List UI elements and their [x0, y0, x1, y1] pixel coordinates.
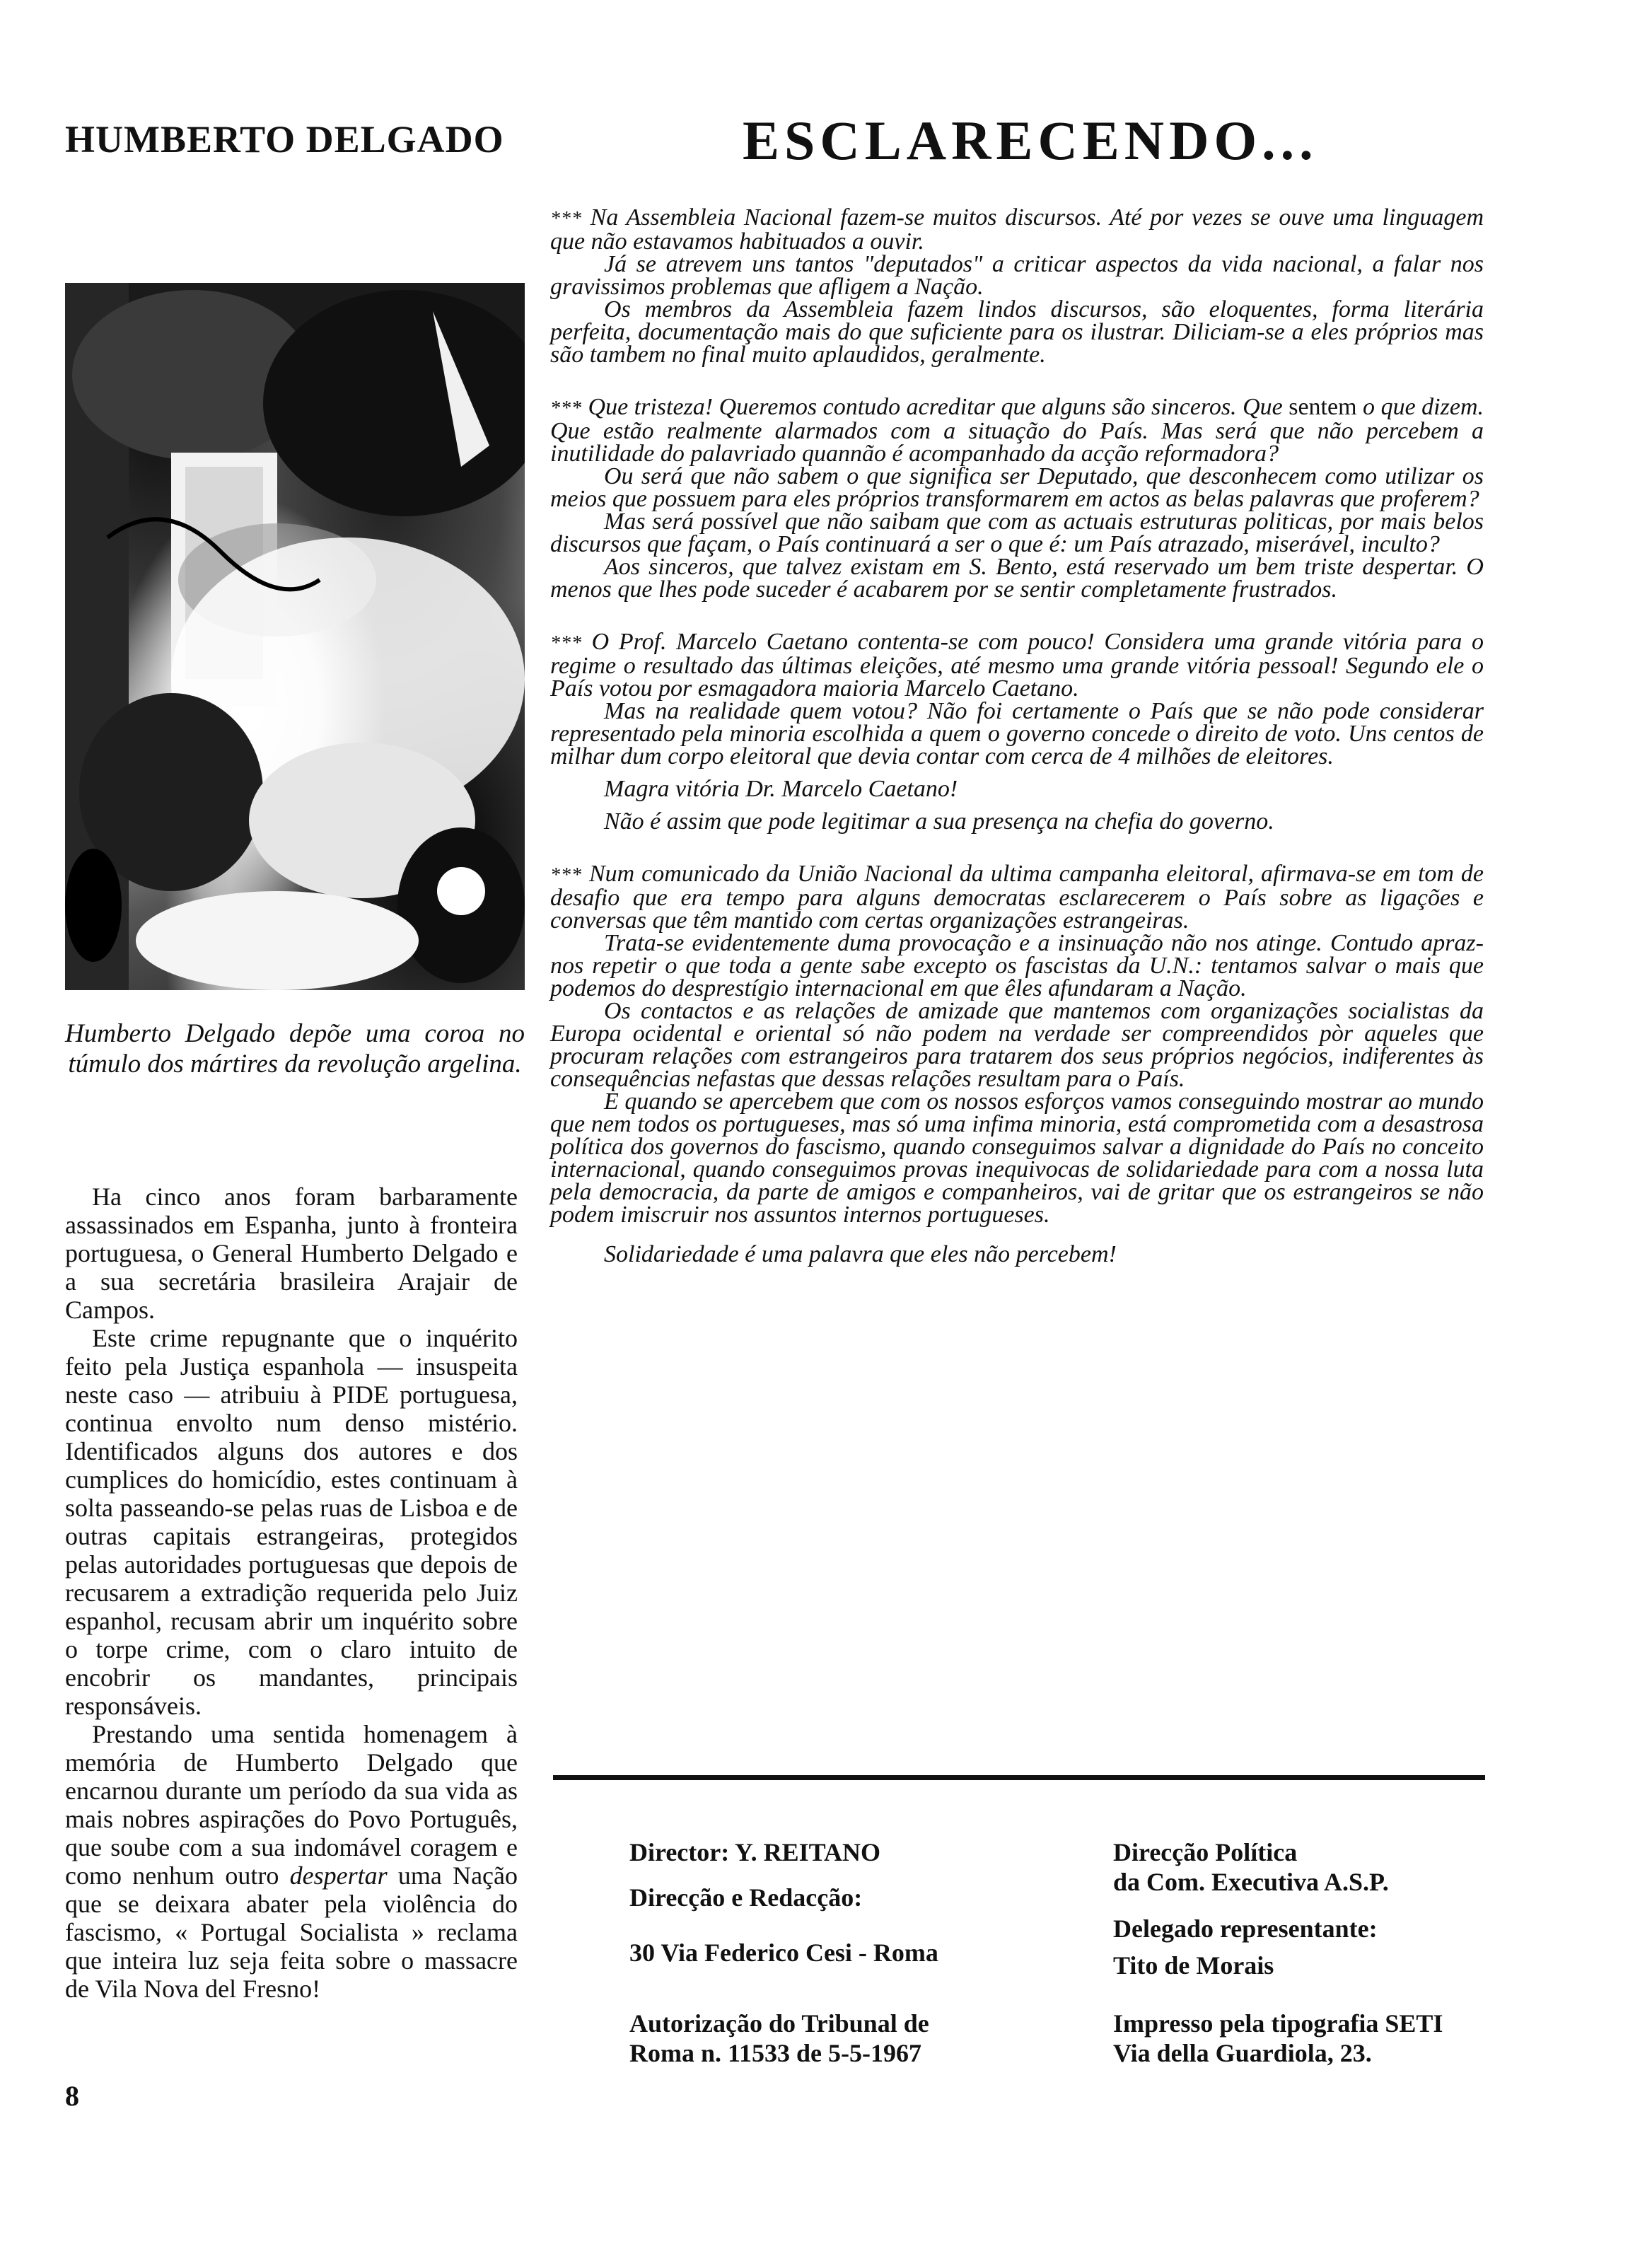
section-3-paragraph: *** O Prof. Marcelo Caetano contenta-se com pouco! Considera uma grande vitória para o regime o resultado das últimas eleições, até mesmo uma grande vitória pessoal! Segundo ele o País votou por esmagadora maioria Marcelo Caetano. — [550, 629, 1484, 702]
section-2-paragraph: Mas será possível que não saibam que com as actuais estruturas politicas, por mais belos discursos que façam, o País continuará a ser o que é: um País atrazado, miserável, inculto? — [550, 509, 1484, 557]
left-paragraph: Este crime repugnante que o inquérito feito pela Justiça espanhola — insuspeita neste caso — atribuiu à PIDE portuguesa, continua envolto num denso mistério. Identificados alguns dos autores e dos cumplices do homicídio, estes continuam à solta passeando-se pelas ruas de Lisboa e de outras capitais estrangeiras, protegidos pelas autoridades portuguesas que depois de recusarem a extradição requerida pelo Juiz espanhol, recusam abrir um inquérito sobre o torpe crime, com o claro intuito de encobrir os mandantes, principais responsáveis. — [65, 1324, 518, 1720]
section-2-paragraph: Aos sinceros, que talvez existam em S. Bento, está reservado um bem triste despertar. O menos que lhes pode suceder é acabarem por se sentir completamente frustrados. — [550, 554, 1484, 603]
left-article-body — [65, 1182, 518, 2003]
imprint-redacao: Direcção e Redacção: — [629, 1883, 863, 1912]
section-marker: *** — [550, 397, 582, 419]
section-4-paragraph: Trata-se evidentemente duma provocação e a insinuação não nos atinge. Contudo apraz-nos repetir o que toda a gente sabe excepto os fascistas da U.N.: tentamos salvar o mais que podemos do desprestígio internacional em que êles afundaram a Nação. — [550, 930, 1484, 1001]
section-1-paragraph: Já se atrevem uns tantos "deputados" a criticar aspectos da vida nacional, a falar nos gravissimos problemas que afligem a Nação. — [550, 251, 1484, 300]
section-4-closing: Solidariedade é uma palavra que eles não percebem! — [604, 1241, 1117, 1267]
right-article-title: ESCLARECENDO... — [743, 110, 1318, 171]
left-paragraph-last-italic: despertar — [289, 1861, 388, 1890]
section-4-paragraph: E quando se apercebem que com os nossos esforços vamos conseguindo mostrar ao mundo que nem todos os portugueses, mas só uma infima minoria, está comprometida com a desastrosa política dos governos do fascismo, quando conseguimos salvar a dignidade do País no conceito internacional, quando conseguimos provas inequivocas de solidariedade para com a nossa luta pela democracia, da parte de amigos e companheiros, vai de gritar que os estrangeiros se não podem imiscruir nos assuntos internos portugueses. — [550, 1088, 1484, 1228]
left-paragraph-last-end: uma Nação que se deixara abater pela violência do fascismo, « Portugal Socialista » reclama que inteira luz seja feita sobre o massacre de Vila Nova del Fresno! — [65, 1861, 518, 2003]
section-marker: *** — [550, 632, 582, 654]
section-1-paragraph: *** Na Assembleia Nacional fazem-se muitos discursos. Até por vezes se ouve uma linguagem que não estavamos habituados a ouvir. — [550, 204, 1484, 255]
section-3-paragraph: Não é assim que pode legitimar a sua presença na chefia do governo. — [604, 808, 1274, 835]
imprint-autorizacao: Autorização do Tribunal de Roma n. 11533 de 5-5-1967 — [629, 2009, 929, 2067]
imprint-tipografia: Impresso pela tipografia SETI Via della Guardiola, 23. — [1113, 2009, 1443, 2067]
section-4-paragraph: Os contactos e as relações de amizade que mantemos com organizações socialistas da Europa ocidental e oriental só não podem na verdade ser compreendidos pòr aqueles que procuram relações com estrangeiros para tratarem dos seus próprios negócios, indiferentes às consequências nefastas que dessas relações resultam para o País. — [550, 998, 1484, 1092]
left-paragraph-last — [65, 1720, 518, 2003]
imprint-delegado: Delegado representante: Tito de Morais — [1113, 1914, 1378, 1980]
photo-image — [65, 283, 525, 990]
section-2-paragraph: *** Que tristeza! Queremos contudo acreditar que alguns são sinceros. Que sentem o que dizem. Que estão realmente alarmados com a situação do País. Mas será que não percebem a inutilidade do palavriado quannão é acompanhado da acção reformadora? — [550, 394, 1484, 467]
imprint-director: Director: Y. REITANO — [629, 1838, 880, 1866]
section-4-paragraph: *** Num comunicado da União Nacional da ultima campanha eleitoral, afirmava-se em tom de desafio que era tempo para alguns democratas esclarecerem o País sobre as ligações e conversas que têm mantido com certas organizações estrangeiras. — [550, 861, 1484, 934]
section-marker: *** — [550, 864, 582, 886]
photo-caption: Humberto Delgado depõe uma coroa no túmulo dos mártires da revolução argelina. — [65, 1019, 525, 1079]
section-marker: *** — [550, 208, 582, 230]
left-paragraph: Ha cinco anos foram barbaramente assassinados em Espanha, junto à fronteira portuguesa, o General Humberto Delgado e a sua secretária brasileira Arajair de Campos. — [65, 1182, 518, 1324]
divider-rule — [553, 1775, 1485, 1780]
left-article-title: HUMBERTO DELGADO — [65, 118, 504, 161]
imprint-direccao-politica: Direcção Política da Com. Executiva A.S.P. — [1113, 1838, 1389, 1896]
section-1-paragraph: Os membros da Assembleia fazem lindos discursos, são eloquentes, forma literária perfeita, documentação mais do que suficiente para os ilustrar. Diliciam-se a eles próprios mas são tambem no final muito aplaudidos, geralmente. — [550, 296, 1484, 368]
section-2-paragraph: Ou será que não sabem o que significa ser Deputado, que desconhecem como utilizar os meios que possuem para eles próprios transformarem em actos as belas palavras que proferem? — [550, 463, 1484, 512]
page-number: 8 — [65, 2080, 79, 2112]
left-paragraph-last-start: Prestando uma sentida homenagem à memória de Humberto Delgado que encarnou durante um período da sua vida as mais nobres aspirações do Povo Português, que soube com a sua indomável coragem e como nenhum outro — [65, 1720, 518, 1890]
photo-humberto-delgado — [65, 283, 525, 990]
section-3-paragraph: Mas na realidade quem votou? Não foi certamente o País que se não pode considerar representado pela minoria escolhida a quem o governo concede o direito de voto. Uns centos de milhar dum corpo eleitoral que devia contar com cerca de 4 milhões de eleitores. — [550, 698, 1484, 769]
imprint-address: 30 Via Federico Cesi - Roma — [629, 1939, 938, 1967]
right-article-body — [550, 204, 1484, 1267]
section-3-paragraph: Magra vitória Dr. Marcelo Caetano! — [604, 776, 958, 802]
